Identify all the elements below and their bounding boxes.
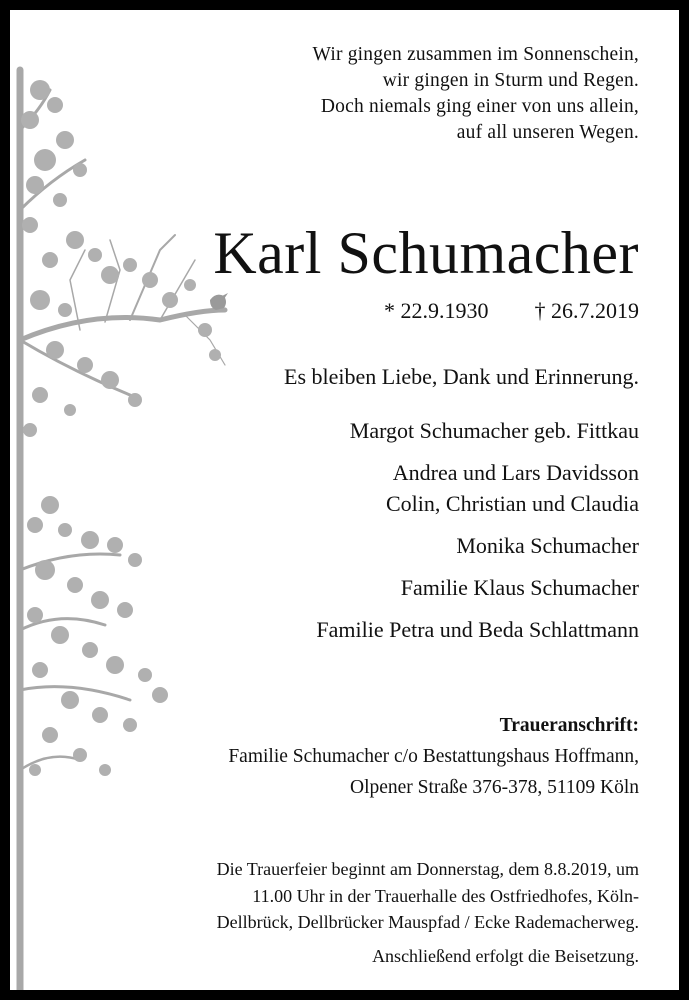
mourner-group — [316, 614, 639, 645]
life-dates — [384, 296, 639, 326]
funeral-line: Dellbrück, Dellbrücker Mauspfad / Ecke Rademacherweg. — [216, 912, 639, 932]
funeral-notice — [217, 856, 639, 969]
mourner-line: Familie Klaus Schumacher — [400, 575, 639, 600]
poem-line: Doch niemals ging einer von uns allein, — [320, 96, 639, 117]
mourner-group — [316, 457, 639, 519]
funeral-closing: Anschließend erfolgt die Beisetzung. — [372, 945, 639, 966]
poem-line: auf all unseren Wegen. — [456, 122, 639, 143]
funeral-line: 11.00 Uhr in der Trauerhalle des Ostfriedhofes, Köln- — [252, 885, 639, 906]
mourner-line: Familie Petra und Beda Schlattmann — [316, 617, 639, 642]
mourner-line: Margot Schumacher geb. Fittkau — [349, 418, 639, 443]
funeral-line: Die Trauerfeier beginnt am Donnerstag, dem 8.8.2019, um — [216, 859, 639, 879]
mourning-address — [228, 710, 639, 803]
poem-line: wir gingen in Sturm und Regen. — [382, 70, 639, 91]
poem-line: Wir gingen zusammen im Sonnenschein, — [312, 44, 639, 65]
motto: Es bleiben Liebe, Dank und Erinnerung. — [284, 364, 639, 389]
address-line: Olpener Straße 376-378, 51109 Köln — [349, 777, 639, 798]
poem — [313, 42, 639, 146]
deceased-name: Karl Schumacher — [213, 220, 639, 286]
mourner-line: Monika Schumacher — [456, 533, 639, 558]
mourner-group — [316, 572, 639, 603]
mourner-group — [316, 415, 639, 446]
mourner-group — [316, 530, 639, 561]
death-date: † 26.7.2019 — [534, 298, 639, 323]
mourner-line: Colin, Christian und Claudia — [386, 491, 639, 516]
tree-silhouette-icon — [10, 10, 270, 1000]
address-line: Familie Schumacher c/o Bestattungshaus Hoffmann, — [228, 746, 639, 767]
birth-date: * 22.9.1930 — [384, 298, 489, 323]
bird-icon — [210, 293, 228, 310]
mourner-line: Andrea und Lars Davidsson — [392, 460, 639, 485]
mourners-list — [316, 415, 639, 656]
address-heading: Traueranschrift: — [499, 715, 639, 736]
